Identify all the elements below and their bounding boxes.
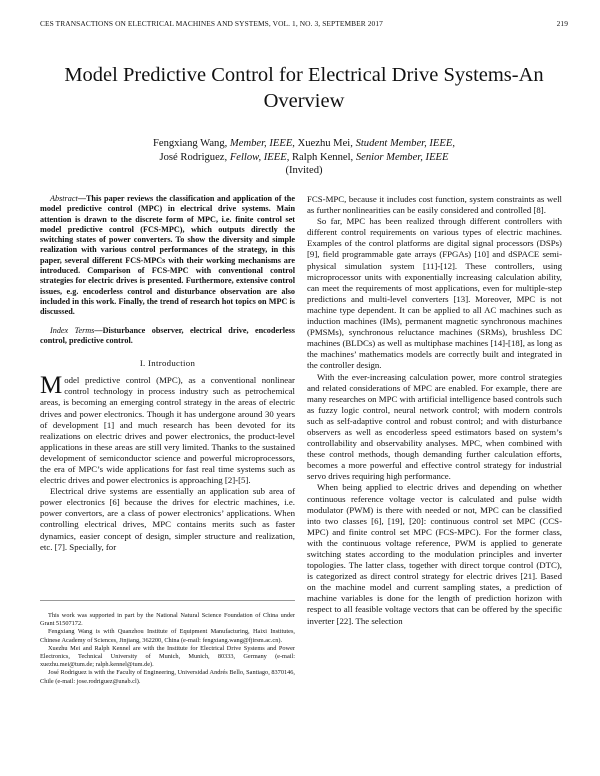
paragraph: With the ever-increasing calculation power, more control strategies and related considerations of MPC are enabled. For example, there are many researches on MPC with artificial intelligence based controls such as fuzzy logic control, neural network control; with modern controls such as self-adaptive control and robust control; and with disturbance observers as well as encoderless speed estimators based on system’s controllability and observability analyses. MPC, when combined with these control methods, though demanding further calculation efforts, becomes a more powerful and effective control strategy for industrial servo drives requiring high performance.: [307, 371, 562, 482]
index-terms-label: Index Terms: [50, 325, 95, 335]
right-column: [307, 194, 562, 627]
author-affiliation: Fellow, IEEE: [229, 151, 287, 163]
footnote-author-1: Fengxiang Wang is with Quanzhou Institute of Equipment Manufacturing, Haixi Institutes, Chinese Academy of Sciences, Jinjiang, 362200, China (e-mail: fengxiang.wang@fjirsm.ac.cn).: [40, 628, 295, 644]
footnote-divider: [40, 600, 295, 601]
author-affiliation: Member, IEEE: [229, 138, 293, 149]
footnote-author-3: José Rodriguez is with the Faculty of Engineering, Universidad Andrés Bello, Santiago, 8370146, Chile (e-mail: jose.rodriguez@unab.cl).: [40, 669, 295, 685]
index-terms: [40, 326, 295, 347]
author-name: José Rodriguez,: [159, 151, 230, 163]
intro-paragraph-1: [40, 372, 295, 486]
invited-note: (Invited): [285, 165, 323, 176]
paragraph: When being applied to electric drives and depending on whether continuous reference voltage vector is calculated and pulse width modulator (PWM) is there with needed or not, MPC can be classified into two classes [6], [19], [20]: continuous control set MPC (CCS-MPC) and finite control set MPC (FCS-MPC). For the former class, with the continuous voltage reference, PWM is applied to generate switching states according to the modulation principles and inverter topologies. The latter class, together with direct torque control (DTC), is categorized as direct control strategy for electric drives [21]. Based on the machine model and current sampling states, a prediction of machine variables is done for the length of prediction horizon with respect to all feasible voltage vectors that can be offered by the specific inverter [22]. The selection: [307, 482, 562, 626]
author-line-2: [40, 151, 568, 165]
paragraph: So far, MPC has been realized through different controllers with different control requirements on various types of electric machines. Examples of the control platforms are digital signal processors (DSPs) [9], field programmable gate arrays (FPGAs) [10] and dSPACE semi-physical simulation system [11]-[12]. These controllers, using microprocessor units with exponentially increasing calculation ability, can meet the requirements of most applications, even for multiple-step predictions and multi-level converters [13]. Moreover, MPC is not machine type dependent. It can be applied to all AC machines such as induction machines (IMs), permanent magnetic synchronous machines (PMSMs), synchronous reluctance machines (SRMs), brushless DC machines (BLDCs) as well as multiphase machines [14]-[18], as long as the machines’ mathematics models are correctly built and integrated in the controller design.: [307, 216, 562, 371]
author-affiliation: Senior Member, IEEE: [355, 151, 449, 163]
abstract-label: Abstract: [50, 194, 78, 203]
running-header: [40, 19, 568, 31]
footnote-author-2: Xuezhu Mei and Ralph Kennel are with the Institute for Electrical Drive Systems and Power Electronics, Technical University of Munich, Munich, 80333, Germany (e-mail: xuezhu.mei@tum.de; ralph.kennel@tum.de).: [40, 644, 295, 669]
abstract: [40, 194, 295, 318]
separator: ,: [452, 138, 456, 149]
author-affiliation: Student Member, IEEE: [355, 138, 453, 149]
paragraph-text: odel predictive control (MPC), as a conventional nonlinear control technology in process industry such as petrochemical areas, is becoming an emerging control strategy in the areas of electric drives and power electronics. Though it has undergone around 30 years of development [1] and much research has been devoted for its realizations on electric drives and power electronics, the product-level applications in these areas are still very limited. Thanks to the sustained development of semiconductor science and powerful microprocessors, the era of MPC’s wide applications for fast real time systems such as electric drives and power electronics is approaching [2]-[5].: [40, 375, 295, 486]
author-name: , Ralph Kennel,: [286, 151, 356, 163]
paper-title: Model Predictive Control for Electrical Drive Systems-An Overview: [64, 64, 544, 112]
section-heading: I. Introduction: [139, 358, 196, 369]
drop-cap: M: [40, 372, 63, 400]
author-line-1: [40, 137, 568, 151]
footnote-funding: This work was supported in part by the National Natural Science Foundation of China under Grant 51507172.: [40, 612, 295, 628]
left-column: [40, 194, 295, 553]
author-block: [40, 137, 568, 178]
journal-name: CES TRANSACTIONS ON ELECTRICAL MACHINES AND SYSTEMS, VOL. 1, NO. 3, SEPTEMBER 2017: [40, 19, 383, 28]
page-number: 219: [556, 19, 568, 28]
author-name: , Xuezhu Mei,: [292, 138, 356, 149]
intro-paragraph-2: Electrical drive systems are essentially an application sub area of power electronics [6] because the drives for electric machines, i.e. power convertors, are a class of power electronics’ applications. When controlling electrical drives, MPC contains merits such as faster dynamics, easier concept of design, simpler structure and realization, etc. [7]. Specially, for: [40, 486, 295, 552]
author-name: Fengxiang Wang,: [152, 138, 230, 149]
abstract-text: —This paper reviews the classification and application of the model predictive control (MPC) in electrical drive systems. Main attention is drawn to the discrete form of MPC, i.e. finite control set model predictive control (FCS-MPC), which outputs directly the switching states of power converters. To show the diversity and simple realization with various control performances of the strategy, in this paper, several different FCS-MPCs with their working mechanisms are introduced. Comparison of FCS-MPC with conventional control strategies for electric drives is presented. Furthermore, extensive control issues, e.g. encoderless control and disturbance observation are also included in this work. Finally, the trend of research hot topics on MPC is discussed.: [40, 194, 295, 317]
index-terms-text: —Disturbance observer, electrical drive, encoderless control, predictive control.: [40, 325, 295, 345]
footnotes: [40, 612, 295, 686]
paragraph: FCS-MPC, because it includes cost function, system constraints as well as further nonlinearities can be easily considered and controlled [8].: [307, 194, 562, 216]
